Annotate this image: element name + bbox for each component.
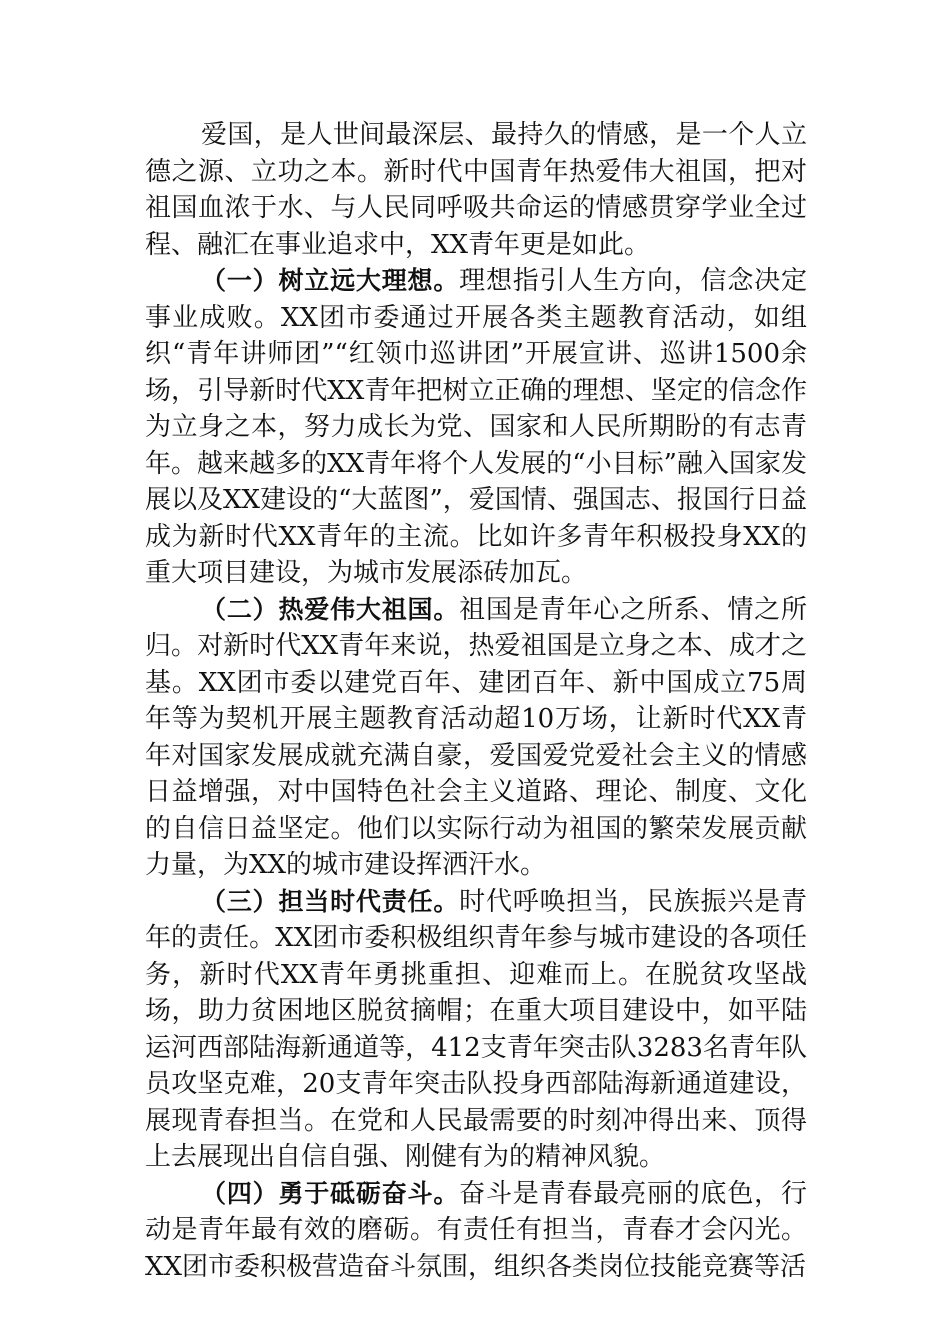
- section-1-paragraph: [145, 263, 807, 592]
- intro-paragraph: [145, 117, 807, 263]
- section-heading: （一）树立远大理想。: [201, 266, 460, 295]
- section-heading: （二）热爱伟大祖国。: [201, 594, 460, 624]
- section-heading: （三）担当时代责任。: [201, 886, 460, 916]
- paragraph-text: 时代呼唤担当，民族振兴是青年的责任。XX团市委积极组织青年参与城市建设的各项任务，新时代XX青年勇挑重担、迎难而上。在脱贫攻坚战场，助力贫困地区脱贫摘帽；在重大项目建设中，如平陆运河西部陆海新通道等，412支青年突击队3283名青年队员攻坚克难，20支青年突击队投身西部陆海新通道建设，展现青春担当。在党和人民最需要的时刻冲得出来、顶得上去展现出自信自强、刚健有为的精神风貌。: [145, 886, 807, 1172]
- section-heading: （四）勇于砥砺奋斗。: [201, 1178, 460, 1208]
- paragraph-text: 理想指引人生方向，信念决定事业成败。XX团市委通过开展各类主题教育活动，如组织“青年讲师团”“红领巾巡讲团”开展宣讲、巡讲1500余场，引导新时代XX青年把树立正确的理想、坚定的信念作为立身之本，努力成长为党、国家和人民所期盼的有志青年。越来越多的XX青年将个人发展的“小目标”融入国家发展以及XX建设的“大蓝图”，爱国情、强国志、报国行日益成为新时代XX青年的主流。比如许多青年积极投身XX的重大项目建设，为城市发展添砖加瓦。: [145, 266, 807, 588]
- section-3-paragraph: [145, 884, 807, 1176]
- paragraph-text: 祖国是青年心之所系、情之所归。对新时代XX青年来说，热爱祖国是立身之本、成才之基。XX团市委以建党百年、建团百年、新中国成立75周年等为契机开展主题教育活动超10万场，让新时代XX青年对国家发展成就充满自豪，爱国爱党爱社会主义的情感日益增强，对中国特色社会主义道路、理论、制度、文化的自信日益坚定。他们以实际行动为祖国的繁荣发展贡献力量，为XX的城市建设挥洒汗水。: [145, 594, 807, 880]
- section-2-paragraph: [145, 592, 807, 884]
- section-4-paragraph: [145, 1176, 807, 1286]
- paragraph-text: 爱国，是人世间最深层、最持久的情感，是一个人立德之源、立功之本。新时代中国青年热爱伟大祖国，把对祖国血浓于水、与人民同呼吸共命运的情感贯穿学业全过程、融汇在事业追求中，XX青年更是如此。: [145, 120, 807, 260]
- document-page: [145, 117, 807, 1285]
- paragraph-text: 奋斗是青春最亮丽的底色，行动是青年最有效的磨砺。有责任有担当，青春才会闪光。XX团市委积极营造奋斗氛围，组织各类岗位技能竞赛等活: [145, 1178, 807, 1282]
